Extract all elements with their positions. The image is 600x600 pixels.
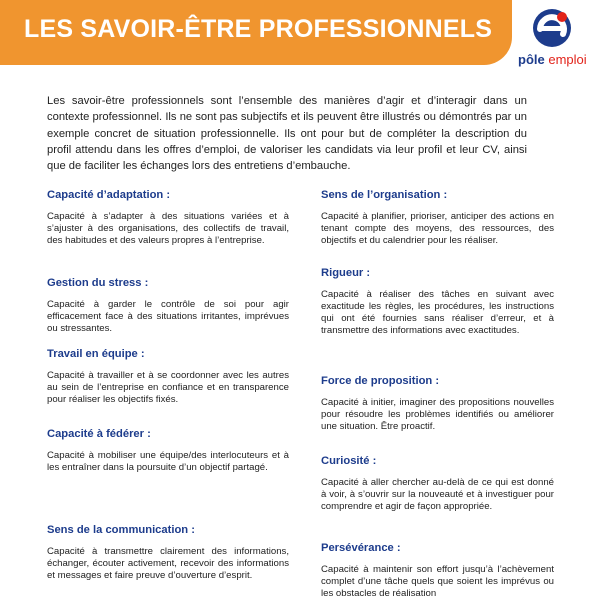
logo-wordmark — [518, 52, 587, 67]
section-text: Capacité à réaliser des tâches en suivant avec exactitude les règles, les procédures, les instructions qui ont été fournies sans réaliser d’erreur, et à transmettre des informations avec exactitudes. — [321, 289, 554, 336]
section-text: Capacité à aller chercher au-delà de ce qui est donné à voir, à s’ouvrir sur la nouveauté et à investiguer pour comprendre et agir de façon appropriée. — [321, 477, 554, 512]
section-title: Rigueur : — [321, 267, 371, 279]
logo-word-pole: pôle — [518, 52, 545, 67]
section-text: Capacité à maintenir son effort jusqu’à l’achèvement complet d’une tâche quels que soient les imprévus ou les obstacles de réalisation — [321, 564, 554, 599]
section-text: Capacité à s’adapter à des situations variées et à s’ajuster à des organisations, des collectifs de travail, des habitudes et des valeurs propres à l’entreprise. — [47, 211, 289, 246]
section-text: Capacité à mobiliser une équipe/des interlocuteurs et à les entraîner dans la poursuite d’un objectif partagé. — [47, 450, 289, 473]
section-title: Sens de la communication : — [47, 524, 195, 536]
section-title: Curiosité : — [321, 455, 377, 467]
page-title: LES SAVOIR-ÊTRE PROFESSIONNELS — [24, 15, 493, 43]
section-title: Sens de l’organisation : — [321, 189, 448, 201]
section-travail-equipe — [47, 348, 289, 406]
intro-paragraph: Les savoir-être professionnels sont l’ensemble des manières d’agir et d’interagir dans un contexte professionnel. Ils ne sont pas subjectifs et ils peuvent être illustrés ou démontrés par un exemple concret de situation professionnelle. Ils ont pour but de compléter la description du profil attendu dans les offres d’emploi, de valoriser les candidats via leur profil et leur CV, ainsi que de faciliter les échanges lors des entretiens d’embauche. — [47, 95, 527, 173]
section-title: Travail en équipe : — [47, 348, 145, 360]
section-text: Capacité à travailler et à se coordonner avec les autres au sein de l’entreprise en confiance et en transparence pour réaliser les objectifs fixés. — [47, 370, 289, 405]
section-text: Capacité à planifier, prioriser, anticiper des actions en tenant compte des moyens, des ressources, des objectifs et du calendrier pour les réaliser. — [321, 211, 554, 246]
title-banner — [0, 0, 512, 65]
section-sens-organisation — [321, 189, 554, 247]
section-curiosite — [321, 455, 554, 513]
section-text: Capacité à initier, imaginer des propositions nouvelles pour résoudre les problèmes identifiés ou améliorer une situation. Être proactif. — [321, 397, 554, 432]
section-title: Capacité d’adaptation : — [47, 189, 171, 201]
pole-emploi-logo-icon — [532, 8, 572, 48]
section-title: Force de proposition : — [321, 375, 440, 387]
section-capacite-adaptation — [47, 189, 289, 247]
section-sens-communication — [47, 524, 289, 582]
section-title: Persévérance : — [321, 542, 401, 554]
logo-word-emploi: emploi — [548, 52, 587, 67]
section-perseverance — [321, 542, 554, 600]
section-title: Capacité à fédérer : — [47, 428, 151, 440]
section-rigueur — [321, 267, 554, 337]
section-gestion-stress — [47, 277, 289, 335]
section-title: Gestion du stress : — [47, 277, 149, 289]
section-text: Capacité à transmettre clairement des informations, échanger, écouter activement, recevoir des informations et messages et faire preuve d’ouverture d’esprit. — [47, 546, 289, 581]
pole-emploi-logo — [512, 6, 600, 76]
section-capacite-federer — [47, 428, 289, 474]
section-text: Capacité à garder le contrôle de soi pour agir efficacement face à des situations irritantes, imprévues ou stressantes. — [47, 299, 289, 334]
section-force-proposition — [321, 375, 554, 433]
